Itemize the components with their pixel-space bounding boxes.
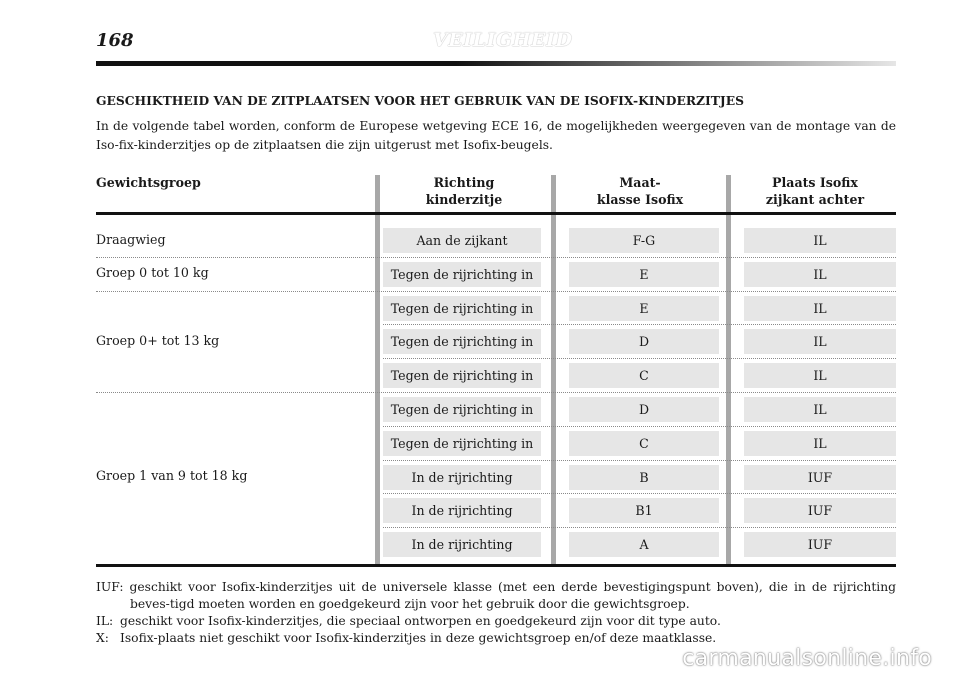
cell-richting: Aan de zijkant: [383, 228, 541, 253]
cell-maat: D: [569, 397, 719, 422]
row-separator: [383, 324, 896, 325]
cell-richting: In de rijrichting: [383, 532, 541, 557]
column-separator: [375, 175, 380, 565]
cell-richting: Tegen de rijrichting in: [383, 397, 541, 422]
table-bottom-rule: [96, 564, 896, 567]
cell-plaats: IUF: [744, 498, 896, 523]
cell-maat: D: [569, 329, 719, 354]
page-heading: GESCHIKTHEID VAN DE ZITPLAATSEN VOOR HET GEBRUIK VAN DE ISOFIX-KINDERZITJES: [96, 93, 744, 108]
cell-maat: B1: [569, 498, 719, 523]
intro-paragraph: In de volgende tabel worden, conform de Europese wetgeving ECE 16, de mogelijkheden weergegeven van de montage van de Iso-fix-kinderzitjes op de zitplaatsen die zijn uitgerust met Isofix-beugels.: [96, 119, 896, 152]
note-il-text: geschikt voor Isofix-kinderzitjes, die speciaal ontworpen en goedgekeurd zijn voor dit type auto.: [120, 614, 721, 628]
section-title: VEILIGHEID: [433, 29, 573, 51]
note-x-text: Isofix-plaats niet geschikt voor Isofix-kinderzitjes in deze gewichtsgroep en/of deze maatklasse.: [120, 631, 717, 645]
cell-richting: Tegen de rijrichting in: [383, 262, 541, 287]
footnotes: [96, 579, 896, 647]
row-separator: [383, 493, 896, 494]
header-maatklasse: Maat- klasse Isofix: [596, 175, 684, 207]
cell-plaats: IL: [744, 431, 896, 456]
header-rule: [96, 61, 896, 66]
cell-richting: Tegen de rijrichting in: [383, 363, 541, 388]
row-separator: [96, 291, 896, 292]
row-separator: [383, 460, 896, 461]
cell-richting: Tegen de rijrichting in: [383, 296, 541, 321]
cell-maat: E: [569, 262, 719, 287]
group-0-plus: Groep 0+ tot 13 kg: [96, 333, 220, 348]
cell-richting: In de rijrichting: [383, 465, 541, 490]
group-draagwieg: Draagwieg: [96, 232, 166, 247]
row-separator: [96, 257, 896, 258]
cell-maat: C: [569, 431, 719, 456]
header-gewichtsgroep: Gewichtsgroep: [96, 175, 201, 190]
page-number: 168: [96, 30, 134, 51]
cell-plaats: IL: [744, 397, 896, 422]
column-separator: [726, 175, 731, 565]
row-separator: [96, 392, 896, 393]
header-plaats: Plaats Isofix zijkant achter: [765, 175, 865, 207]
cell-plaats: IL: [744, 329, 896, 354]
cell-maat: A: [569, 532, 719, 557]
note-iuf: IUF: geschikt voor Isofix-kinderzitjes uit de universele klasse (met een derde bevestigingspunt boven), die in de rijrichting beves-tigd moeten worden en goedgekeurd zijn voor het gebruik door die gewichtsgroep.: [96, 580, 896, 611]
column-separator: [551, 175, 556, 565]
cell-maat: E: [569, 296, 719, 321]
cell-plaats: IL: [744, 296, 896, 321]
row-separator: [383, 426, 896, 427]
cell-plaats: IUF: [744, 465, 896, 490]
group-1: Groep 1 van 9 tot 18 kg: [96, 468, 248, 483]
note-il-key: IL:: [96, 614, 114, 628]
watermark: carmanualsonline.info: [682, 646, 932, 671]
header-rule-thick: [96, 212, 896, 215]
cell-maat: B: [569, 465, 719, 490]
cell-plaats: IUF: [744, 532, 896, 557]
cell-plaats: IL: [744, 262, 896, 287]
note-x-key: X:: [96, 631, 109, 645]
header-richting: Richting kinderzitje: [425, 175, 503, 207]
cell-maat: C: [569, 363, 719, 388]
note-il: [96, 613, 896, 630]
row-separator: [383, 358, 896, 359]
cell-richting: Tegen de rijrichting in: [383, 329, 541, 354]
cell-plaats: IL: [744, 363, 896, 388]
cell-richting: In de rijrichting: [383, 498, 541, 523]
group-0: Groep 0 tot 10 kg: [96, 265, 209, 280]
cell-maat: F-G: [569, 228, 719, 253]
row-separator: [383, 527, 896, 528]
cell-richting: Tegen de rijrichting in: [383, 431, 541, 456]
cell-plaats: IL: [744, 228, 896, 253]
note-x: [96, 630, 896, 647]
